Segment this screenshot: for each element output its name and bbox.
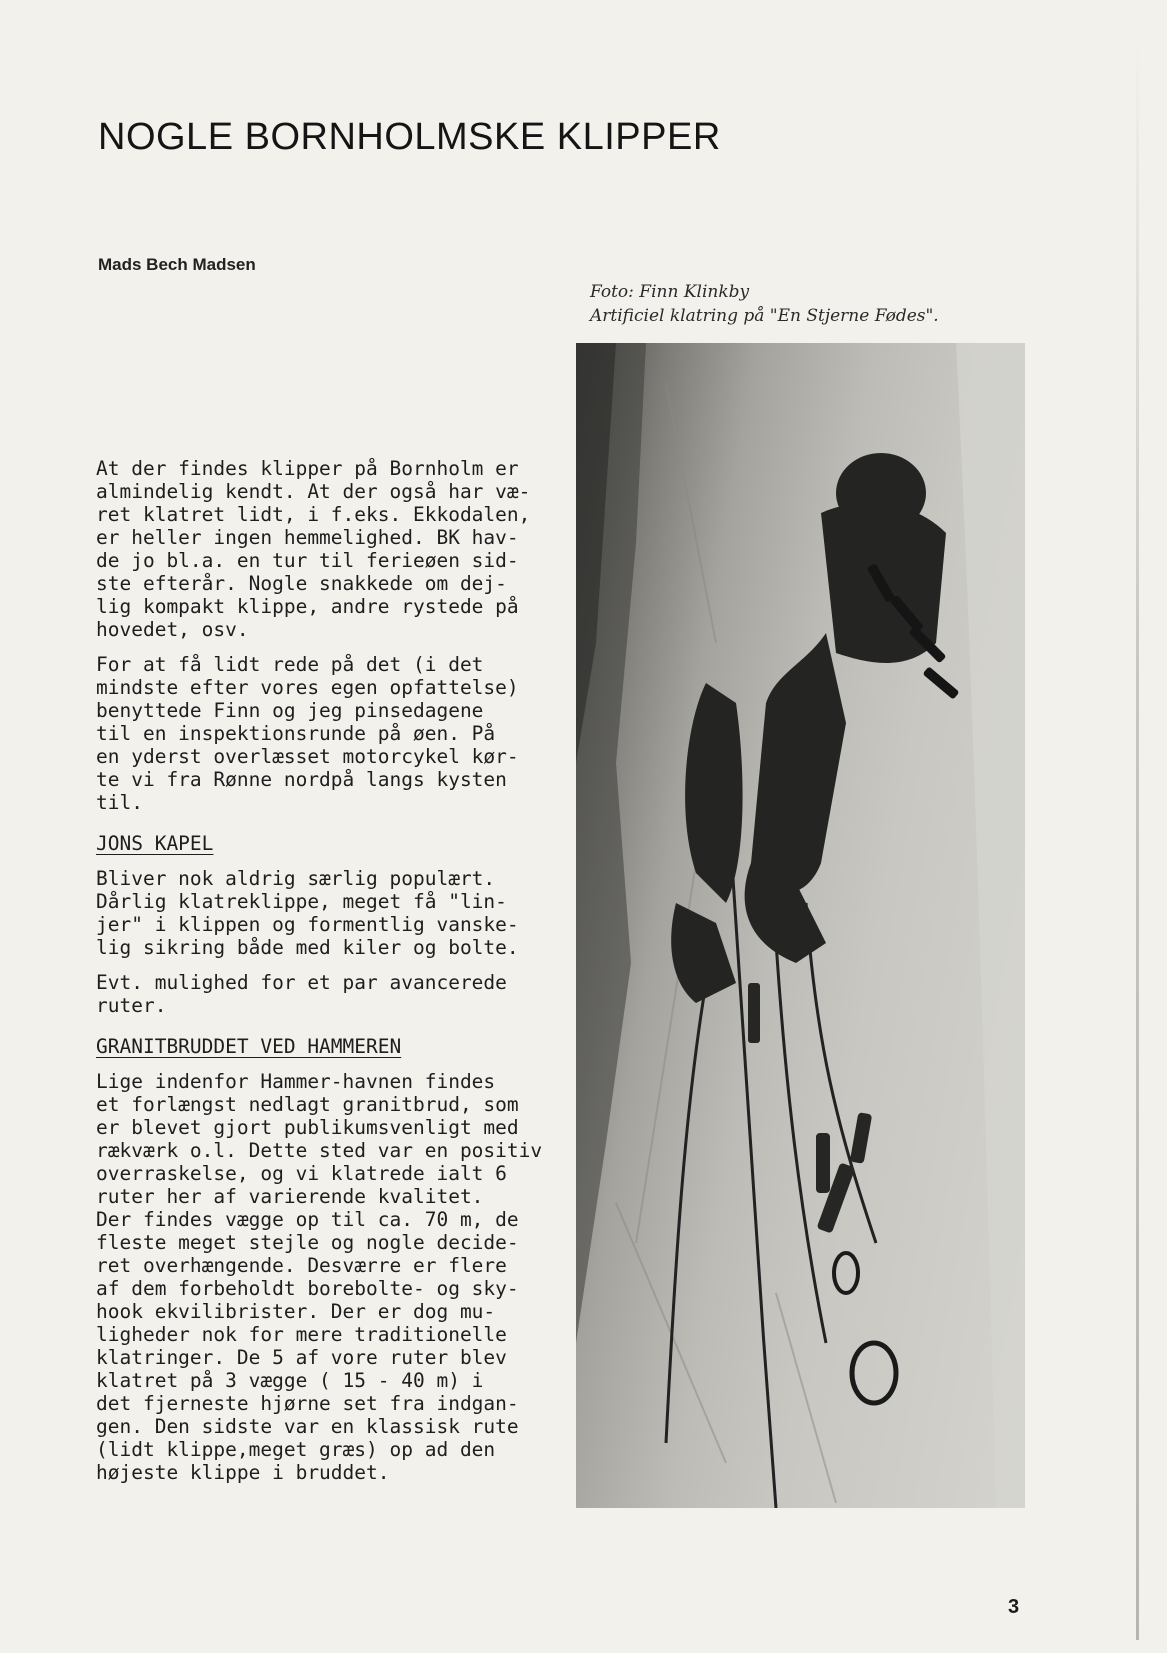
photo-credit: Foto: Finn Klinkby: [590, 282, 750, 302]
section-heading-jons-kapel: JONS KAPEL: [96, 832, 214, 855]
article-body: [96, 457, 574, 1496]
page-number: 3: [1008, 1596, 1020, 1618]
section-heading-granitbruddet: GRANITBRUDDET VED HAMMEREN: [96, 1035, 402, 1058]
granitbruddet-paragraph: Lige indenfor Hammer-havnen findes et forlængst nedlagt granitbrud, som er blevet gjort publikumsvenligt med rækværk o.l. Dette sted var en positiv overraskelse, og vi klatrede ialt 6 ruter her af varierende kvalitet. Der findes vægge op til ca. 70 m, de fleste meget stejle og nogle decide- ret overhængende. Desværre er flere af dem forbeholdt borebolte- og sky- hook ekvilibrister. Der er dog mu- ligheder nok for mere traditionelle klatringer. De 5 af vore ruter blev klatret på 3 vægge ( 15 - 40 m) i det fjerneste hjørne set fra indgan- gen. Den sidste var en klassisk rute (lidt klippe,meget græs) op ad den højeste klippe i bruddet.: [96, 1070, 543, 1484]
inspection-paragraph: For at få lidt rede på det (i det mindste efter vores egen opfattelse) benyttede Finn og jeg pinsedagene til en inspektionsrunde på øen. På en yderst overlæsset motorcykel kør- te vi fra Rønne nordpå langs kysten til.: [96, 653, 519, 814]
jons-kapel-paragraph: Bliver nok aldrig særlig populært. Dårlig klatreklippe, meget få "lin- jer" i klippen og formentlig vanske- lig sikring både med kiler og bolte.: [96, 867, 519, 959]
climber-photo-illustration: [576, 343, 1025, 1508]
article-title: NOGLE BORNHOLMSKE KLIPPER: [98, 116, 721, 158]
climber-photo: [576, 343, 1025, 1508]
intro-paragraph: At der findes klipper på Bornholm er almindelig kendt. At der også har væ- ret klatret lidt, i f.eks. Ekkodalen, er heller ingen hemmelighed. BK hav- de jo bl.a. en tur til ferieøen sid- ste efterår. Nogle snakkede om dej- lig kompakt klippe, andre rystede på hovedet, osv.: [96, 457, 531, 641]
jons-kapel-note: Evt. mulighed for et par avancerede ruter.: [96, 971, 507, 1017]
article-author: Mads Bech Madsen: [98, 255, 256, 274]
photo-caption: [590, 280, 939, 328]
page-edge-shadow: [1136, 40, 1139, 1640]
photo-description: Artificiel klatring på "En Stjerne Fødes".: [590, 306, 939, 326]
